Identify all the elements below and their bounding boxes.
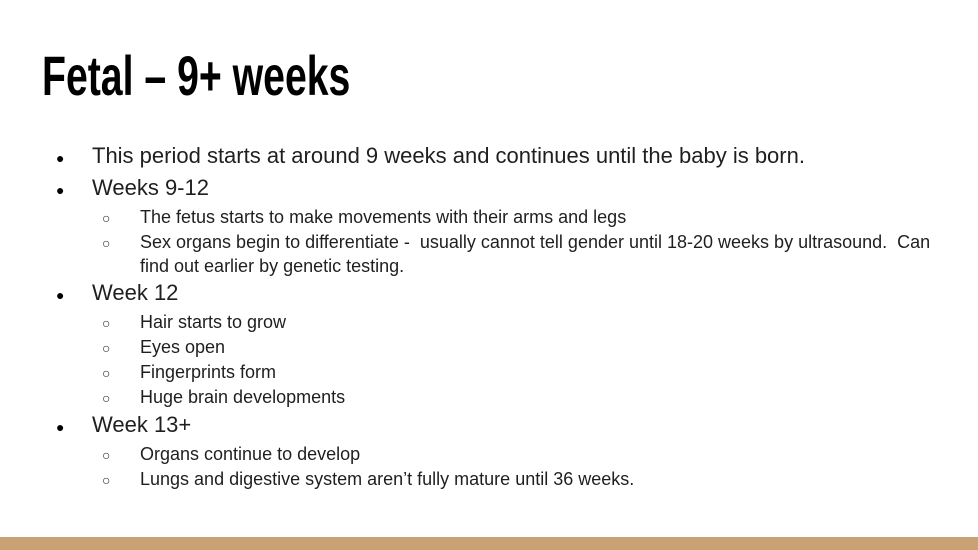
hollow-bullet-icon: ○ [102, 390, 111, 406]
bullet-list [0, 141, 958, 492]
filled-bullet-icon: ● [56, 419, 65, 435]
bullet-text: Weeks 9-12 [92, 175, 209, 200]
bullet-text: Week 12 [92, 280, 179, 305]
bullet-text: Hair starts to grow [140, 312, 287, 332]
bullet-item-level2 [0, 205, 958, 230]
hollow-bullet-icon: ○ [102, 210, 111, 226]
bullet-item-level2 [0, 335, 958, 360]
bullet-item-level1 [0, 173, 958, 205]
hollow-bullet-icon: ○ [102, 365, 111, 381]
bullet-item-level2 [0, 360, 958, 385]
bullet-item-level1 [0, 410, 958, 442]
bullet-text: The fetus starts to make movements with their arms and legs [140, 207, 627, 227]
bullet-text: Fingerprints form [140, 362, 277, 382]
bullet-text: Organs continue to develop [140, 444, 361, 464]
filled-bullet-icon: ● [56, 150, 65, 166]
hollow-bullet-icon: ○ [102, 447, 111, 463]
hollow-bullet-icon: ○ [102, 340, 111, 356]
accent-bar [0, 537, 978, 550]
bullet-item-level2 [0, 385, 958, 410]
bullet-item-level2 [0, 467, 958, 492]
bullet-text: This period starts at around 9 weeks and continues until the baby is born. [92, 143, 805, 168]
bullet-text: Sex organs begin to differentiate - usually cannot tell gender until 18-20 weeks by ultrasound. Can find out earlier by genetic testing. [140, 232, 936, 276]
filled-bullet-icon: ● [56, 287, 65, 303]
hollow-bullet-icon: ○ [102, 472, 111, 488]
bullet-text: Week 13+ [92, 412, 192, 437]
bullet-item-level2 [0, 442, 958, 467]
hollow-bullet-icon: ○ [102, 235, 111, 251]
slide-title: Fetal – 9+ weeks [42, 44, 351, 107]
bullet-text: Huge brain developments [140, 387, 346, 407]
bullet-item-level1 [0, 278, 958, 310]
filled-bullet-icon: ● [56, 182, 65, 198]
bullet-item-level2 [0, 230, 958, 278]
bullet-text: Eyes open [140, 337, 226, 357]
hollow-bullet-icon: ○ [102, 315, 111, 331]
bullet-item-level2 [0, 310, 958, 335]
bullet-text: Lungs and digestive system aren’t fully mature until 36 weeks. [140, 469, 635, 489]
bullet-item-level1 [0, 141, 958, 173]
